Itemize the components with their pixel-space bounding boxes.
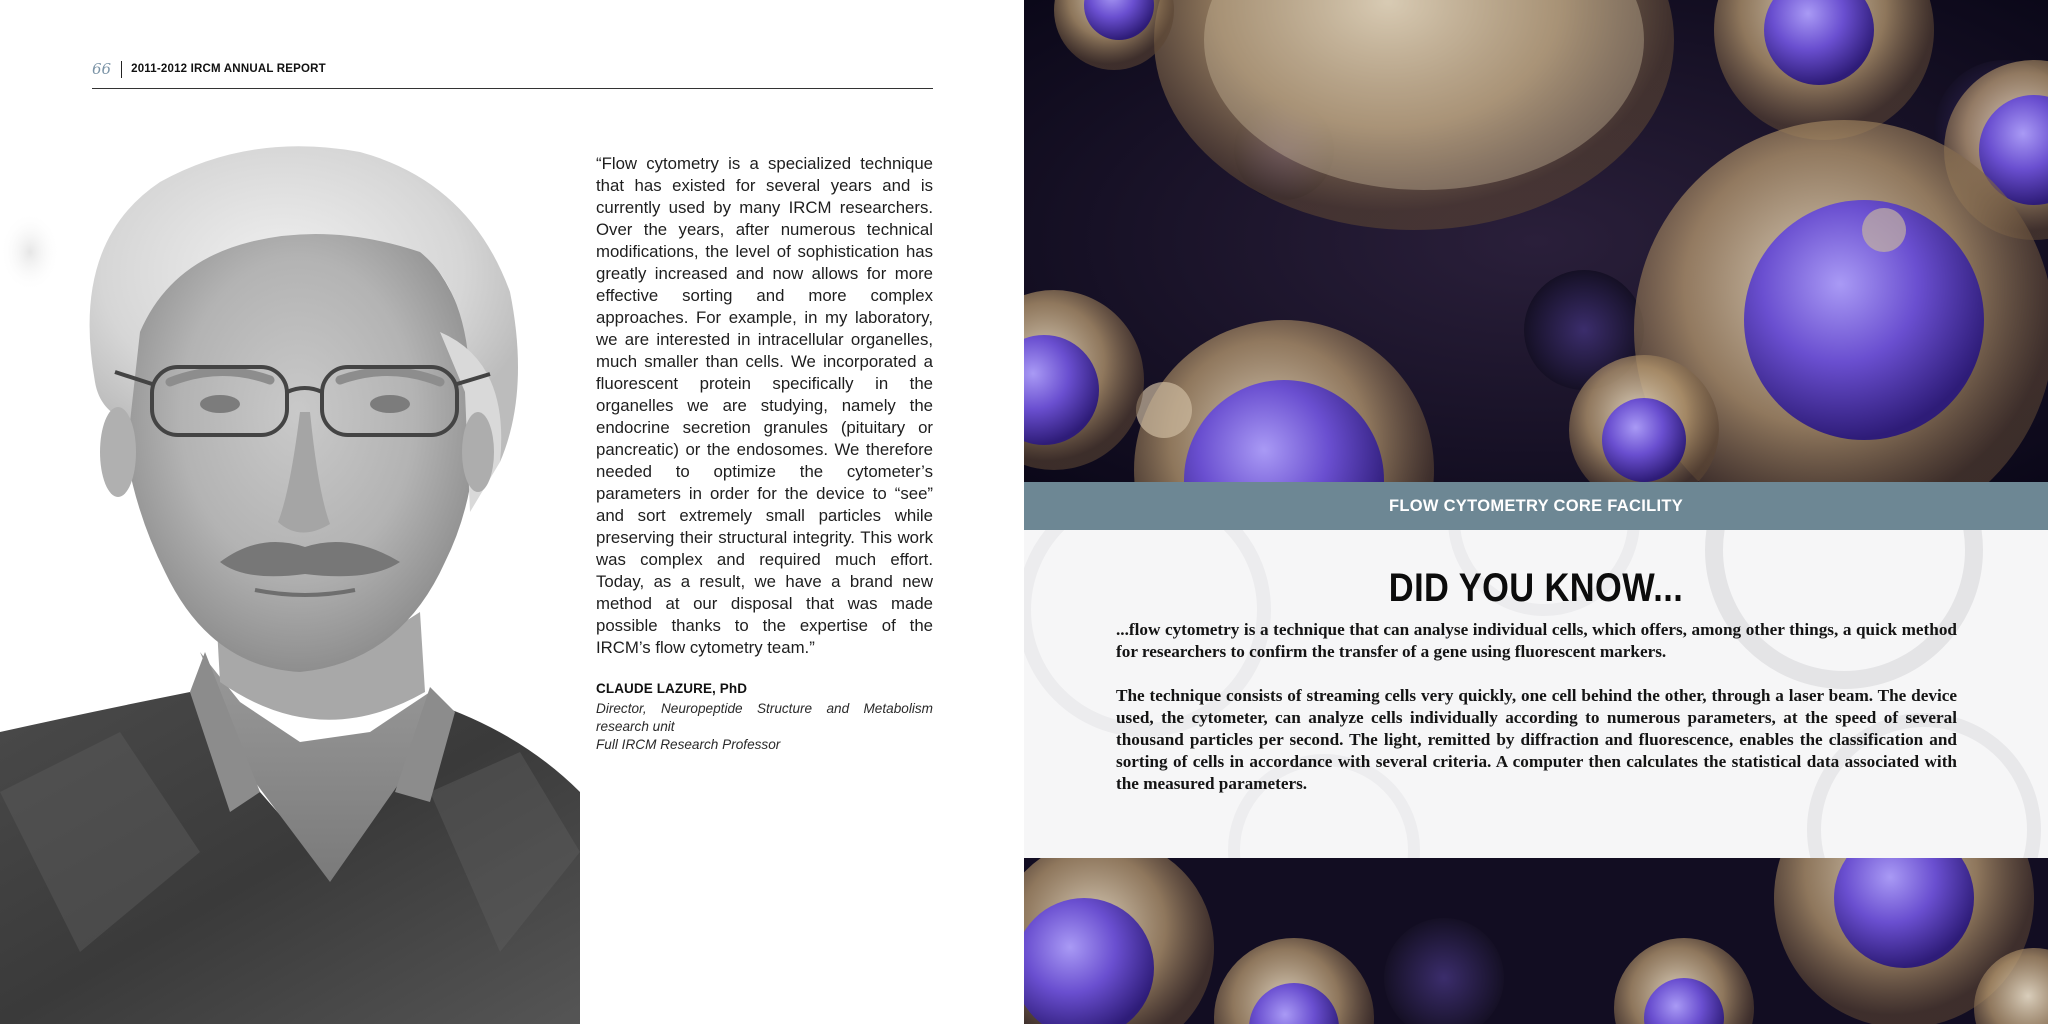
did-you-know-paragraph-1: ...flow cytometry is a technique that can analyse individual cells, which offers, among other things, a quick method for researchers to confirm the transfer of a gene using fluorescent markers. (1116, 620, 1957, 661)
cells-microscopy-image-top (1024, 0, 2048, 482)
portrait-photo (0, 92, 580, 1024)
header-rule (92, 88, 933, 89)
did-you-know-heading: DID YOU KNOW... (1388, 566, 1684, 610)
did-you-know-paragraph-2: The technique consists of streaming cells very quickly, one cell behind the other, through a laser beam. The device used, the cytometer, can analyze cells individually according to numerous parameters, at the speed of several thousand particles per second. The light, remitted by diffraction and fluorescence, enables the classification and sorting of cells in accordance with several criteria. A computer then calculates the statistical data associated with the measured parameters. (1116, 686, 1957, 793)
page-number: 66 (92, 60, 112, 78)
did-you-know-panel (1024, 530, 2048, 858)
report-title: 2011-2012 IRCM ANNUAL REPORT (131, 63, 326, 75)
section-label: FLOW CYTOMETRY CORE FACILITY (1388, 496, 1684, 515)
testimonial-quote: “Flow cytometry is a specialized technique that has existed for several years and is currently used by many IRCM researchers. Over the years, after numerous technical modifications, the level of sophistication has greatly increased and now allows for more effective sorting and more complex approaches. For example, in my laboratory, we are interested in intracellular organelles, much smaller than cells. We incorporated a fluorescent protein specifically in the organelles we are studying, namely the endocrine secretion granules (pituitary or pancreatic) or the endosomes. We therefore needed to optimize the cytometer’s parameters in order for the device to “see” and sort extremely small particles while preserving their structural integrity. This work was complex and required much effort. Today, as a result, we have a brand new method at our disposal that was made possible thanks to the expertise of the IRCM’s flow cytometry team.” (596, 154, 933, 657)
author-role: Director, Neuropeptide Structure and Metabolism research unit (596, 701, 933, 734)
author-name: CLAUDE LAZURE, PhD (596, 681, 748, 696)
section-header-bar (1024, 482, 2048, 530)
right-page (1024, 0, 2048, 1024)
running-head (92, 60, 326, 78)
cells-microscopy-image-bottom (1024, 858, 2048, 1024)
header-divider (121, 61, 122, 78)
author-title: Full IRCM Research Professor (596, 737, 781, 752)
